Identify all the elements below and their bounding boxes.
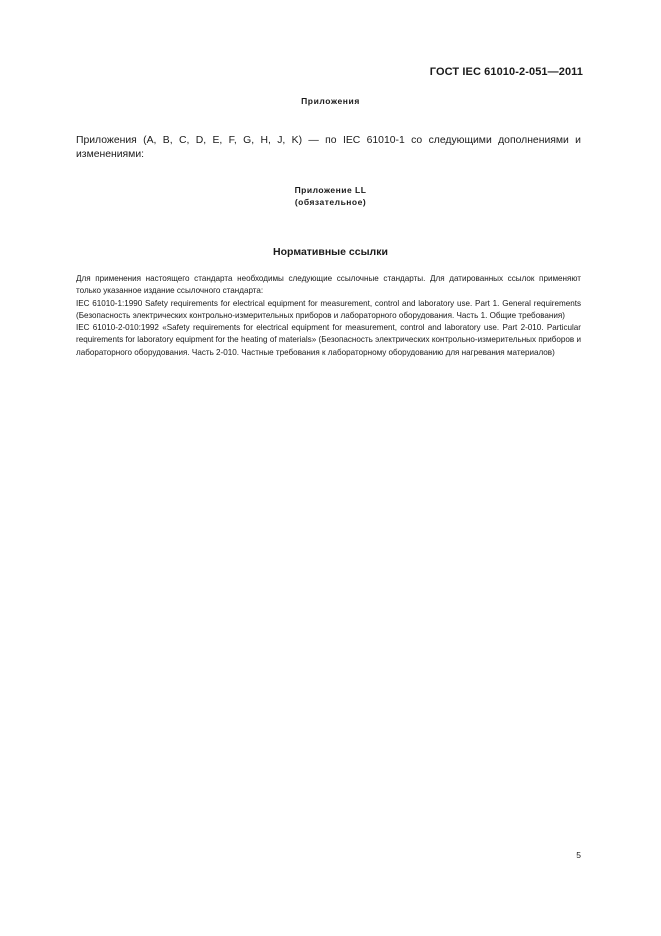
document-code: ГОСТ IEC 61010-2-051—2011: [429, 66, 583, 78]
intro-text: Приложения (А, В, С, D, E, F, G, H, J, K) — по IEC 61010-1 со следующими дополнениями и изменениями:: [76, 135, 581, 160]
paragraph-intro: Для применения настоящего стандарта необходимы следующие ссылочные стандарты. Для датированных ссылок применяют только указанное издание ссылочного стандарта:: [76, 274, 581, 296]
annex-status: (обязательное): [294, 197, 367, 207]
annex-heading: [0, 184, 661, 208]
annex-body: [76, 273, 581, 359]
intro-paragraph: [76, 120, 581, 162]
annex-title: Нормативные ссылки: [273, 246, 388, 258]
annex-label: Приложение LL: [294, 185, 367, 195]
page-number: 5: [576, 850, 581, 860]
reference-item: IEC 61010-1:1990 Safety requirements for electrical equipment for measurement, control and laboratory use. Part 1. General requirements (Безопасность электрических контрольно-измерительных приборов и лабораторного оборудования. Часть 1. Общие требования): [76, 298, 581, 320]
section-heading: Приложения: [301, 96, 360, 106]
reference-item: IEC 61010-2-010:1992 «Safety requirements for electrical equipment for measurement, control and laboratory use. Part 2-010. Particular requirements for laboratory equipment for the heating of materials» (Безопасность электрических контрольно-измерительных приборов и лабораторного оборудования. Часть 2-010. Частные требования к лабораторному оборудованию для нагревания материалов): [76, 323, 581, 357]
